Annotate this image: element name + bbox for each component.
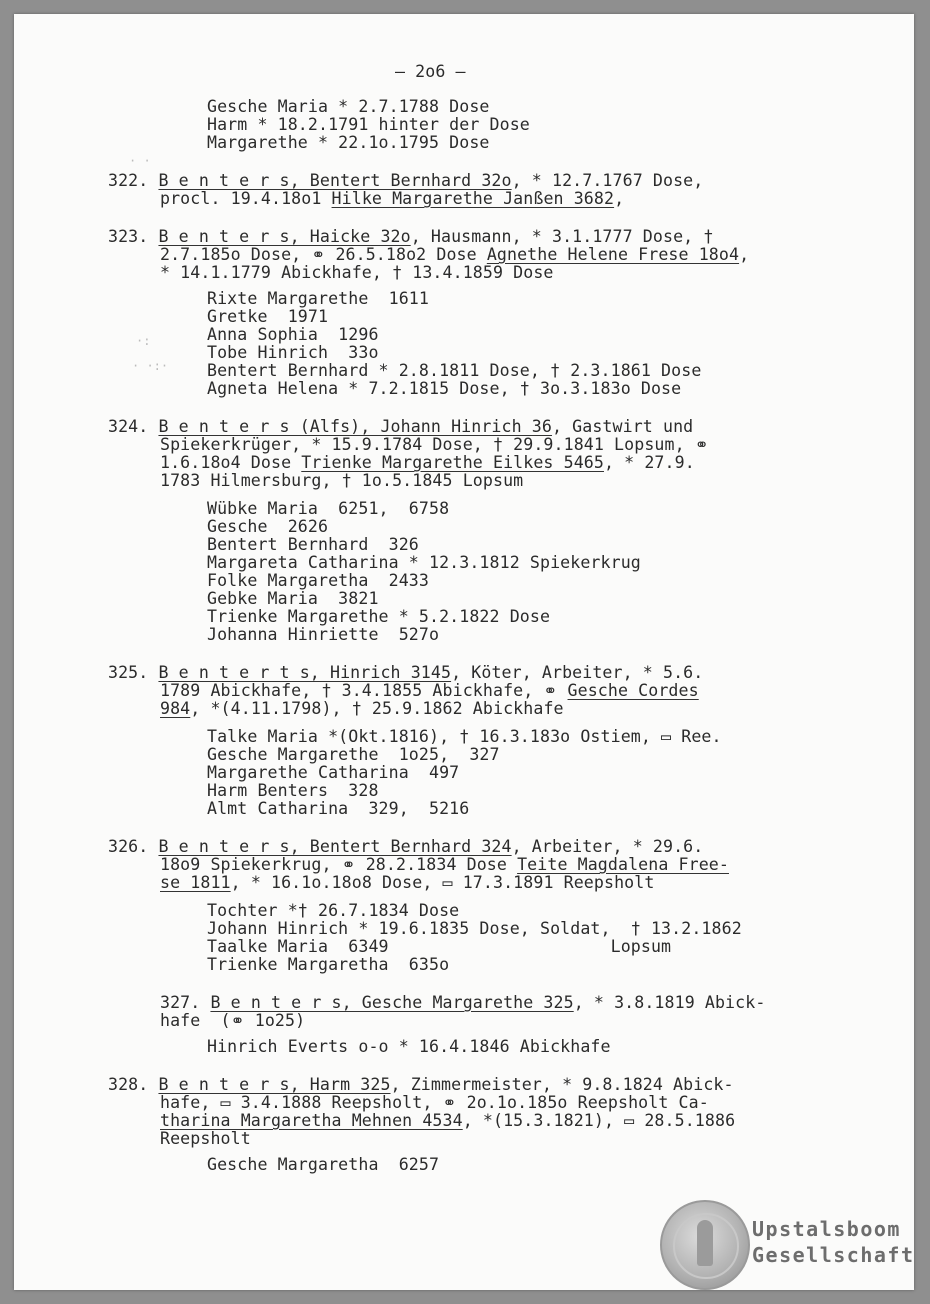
text-line (160, 1112, 735, 1130)
text-segment: 1783 Hilmersburg, † 1o.5.1845 Lopsum (160, 471, 524, 490)
text-segment: 323. (108, 227, 159, 246)
text-segment: Taalke Maria 6349 Lopsum (207, 937, 672, 956)
text-segment: , Hausmann, * 3.1.1777 Dose, † (410, 227, 714, 246)
text-line (207, 380, 681, 398)
text-line (207, 536, 419, 554)
text-line (108, 172, 703, 190)
text-segment: Agneta Helena * 7.2.1815 Dose, † 3o.3.183o Dose (207, 379, 682, 398)
text-line (160, 1094, 709, 1112)
text-line (207, 554, 641, 572)
text-line (160, 682, 699, 700)
text-line (207, 626, 439, 644)
margin-smudge: · · (129, 154, 151, 168)
text-segment: Wübke Maria 6251, 6758 (207, 499, 450, 518)
text-line (207, 590, 379, 608)
text-segment: Spiekerkrüger, * 15.9.1784 Dose, † 29.9.1841 Lopsum, ⚭ (160, 435, 709, 454)
text-line (207, 344, 379, 362)
text-line (207, 116, 530, 134)
underlined-name: Gesche Cordes (567, 681, 699, 700)
text-segment: Margarethe Catharina 497 (207, 763, 460, 782)
text-segment: Johann Hinrich * 19.6.1835 Dose, Soldat, † 13.2.1862 (207, 919, 742, 938)
text-segment: Margarethe * 22.1o.1795 Dose (207, 133, 490, 152)
text-line (207, 608, 550, 626)
text-line (160, 856, 729, 874)
text-segment: Almt Catharina 329, 5216 (207, 799, 470, 818)
society-seal-logo (660, 1200, 750, 1290)
text-line (207, 362, 701, 380)
text-line (160, 1130, 251, 1148)
text-line (207, 728, 722, 746)
text-line (207, 308, 328, 326)
text-line (160, 190, 624, 208)
underlined-name: B e n t e r s (Alfs), Johann Hinrich 36 (158, 417, 552, 436)
underlined-name: B e n t e r s, Harm 325 (158, 1075, 391, 1094)
text-segment: Tobe Hinrich 33o (207, 343, 379, 362)
text-segment: 324. (108, 417, 159, 436)
text-line (160, 874, 654, 892)
page-number: – 2o6 – (395, 62, 466, 81)
text-segment: , * 12.7.1767 Dose, (511, 171, 704, 190)
text-segment: , Gastwirt und (551, 417, 694, 436)
text-line (160, 1012, 305, 1030)
text-segment: , Arbeiter, * 29.6. (511, 837, 704, 856)
text-segment: 325. (108, 663, 159, 682)
text-segment: 326. (108, 837, 159, 856)
text-line (207, 1156, 439, 1174)
margin-smudge: ·: (136, 334, 151, 348)
text-segment: , Köter, Arbeiter, * 5.6. (451, 663, 704, 682)
text-segment: Margareta Catharina * 12.3.1812 Spiekerkrug (207, 553, 641, 572)
society-logo-text (752, 1216, 914, 1268)
underlined-name: tharina Margaretha Mehnen 4534 (160, 1111, 463, 1130)
text-line (108, 418, 693, 436)
underlined-name: B e n t e r s, Bentert Bernhard 32o (158, 171, 512, 190)
text-segment: Gesche Maria * 2.7.1788 Dose (207, 97, 490, 116)
text-segment: Gesche Margaretha 6257 (207, 1155, 440, 1174)
text-segment: 322. (108, 171, 159, 190)
text-segment: Rixte Margarethe 1611 (207, 289, 429, 308)
text-line (207, 746, 500, 764)
text-line (207, 782, 379, 800)
text-line (207, 764, 459, 782)
text-segment: , * 16.1o.18o8 Dose, ▭ 17.3.1891 Reepsholt (230, 873, 655, 892)
text-line (207, 500, 449, 518)
text-segment: , *(15.3.1821), ▭ 28.5.1886 (462, 1111, 736, 1130)
text-line (207, 134, 490, 152)
text-segment: Hinrich Everts o-o * 16.4.1846 Abickhafe (207, 1037, 611, 1056)
text-line (207, 98, 490, 116)
text-segment: Reepsholt (160, 1129, 251, 1148)
text-line (207, 326, 379, 344)
underlined-name: B e n t e r s, Haicke 32o (158, 227, 411, 246)
text-segment: , Zimmermeister, * 9.8.1824 Abick- (390, 1075, 734, 1094)
text-line (160, 264, 554, 282)
text-segment: , *(4.11.1798), † 25.9.1862 Abickhafe (190, 699, 564, 718)
text-line (207, 920, 742, 938)
text-segment: Gesche 2626 (207, 517, 329, 536)
text-segment: Gesche Margarethe 1o25, 327 (207, 745, 500, 764)
text-line (160, 700, 564, 718)
text-line (207, 800, 469, 818)
text-line (207, 572, 429, 590)
text-segment: , (614, 189, 625, 208)
text-line (108, 664, 703, 682)
underlined-name: se 1811 (160, 873, 231, 892)
text-segment: * 14.1.1779 Abickhafe, † 13.4.1859 Dose (160, 263, 554, 282)
text-line (108, 228, 713, 246)
underlined-name: B e n t e r t s, Hinrich 3145 (158, 663, 452, 682)
underlined-name: Hilke Margarethe Janßen 3682 (331, 189, 615, 208)
underlined-name: 984 (160, 699, 191, 718)
underlined-name: Trienke Margarethe Eilkes 5465 (301, 453, 604, 472)
text-segment: Harm * 18.2.1791 hinter der Dose (207, 115, 530, 134)
margin-smudge: · ·:· (132, 359, 169, 373)
text-segment: Folke Margaretha 2433 (207, 571, 429, 590)
text-segment: Talke Maria *(Okt.1816), † 16.3.183o Ostiem, ▭ Ree. (207, 727, 722, 746)
text-segment: 327. (160, 993, 211, 1012)
text-line (108, 838, 703, 856)
logo-line-1: Upstalsboom (752, 1217, 901, 1241)
text-segment: Johanna Hinriette 527o (207, 625, 440, 644)
text-segment: 1789 Abickhafe, † 3.4.1855 Abickhafe, ⚭ (160, 681, 568, 700)
text-line (207, 938, 671, 956)
logo-line-2: Gesellschaft (752, 1243, 914, 1267)
text-segment: hafe (⚭ 1o25) (160, 1011, 306, 1030)
text-segment: 1.6.18o4 Dose (160, 453, 302, 472)
text-segment: procl. 19.4.18o1 (160, 189, 332, 208)
text-segment: Bentert Bernhard * 2.8.1811 Dose, † 2.3.1861 Dose (207, 361, 702, 380)
text-segment: hafe, ▭ 3.4.1888 Reepsholt, ⚭ 2o.1o.185o Reepsholt Ca- (160, 1093, 709, 1112)
text-segment: , * 27.9. (603, 453, 695, 472)
text-line (160, 454, 695, 472)
text-segment: , (739, 245, 750, 264)
text-line (160, 994, 765, 1012)
text-line (207, 1038, 611, 1056)
text-segment: Gretke 1971 (207, 307, 329, 326)
text-segment: Gebke Maria 3821 (207, 589, 379, 608)
text-segment: Tochter *† 26.7.1834 Dose (207, 901, 460, 920)
text-line (160, 436, 709, 454)
text-segment: Bentert Bernhard 326 (207, 535, 419, 554)
underlined-name: Agnethe Helene Frese 18o4 (486, 245, 740, 264)
text-segment: Anna Sophia 1296 (207, 325, 379, 344)
text-segment: 18o9 Spiekerkrug, ⚭ 28.2.1834 Dose (160, 855, 518, 874)
text-line (160, 246, 749, 264)
text-line (207, 290, 429, 308)
underlined-name: Teite Magdalena Free- (517, 855, 729, 874)
text-line (108, 1076, 734, 1094)
text-line (207, 902, 459, 920)
text-segment: 328. (108, 1075, 159, 1094)
text-segment: 2.7.185o Dose, ⚭ 26.5.18o2 Dose (160, 245, 487, 264)
text-segment: Harm Benters 328 (207, 781, 379, 800)
text-line (207, 518, 328, 536)
text-line (160, 472, 523, 490)
text-segment: Trienke Margarethe * 5.2.1822 Dose (207, 607, 551, 626)
underlined-name: B e n t e r s, Bentert Bernhard 324 (158, 837, 512, 856)
text-line (207, 956, 449, 974)
text-segment: , * 3.8.1819 Abick- (573, 993, 766, 1012)
text-segment: Trienke Margaretha 635o (207, 955, 450, 974)
document-page (14, 14, 914, 1290)
underlined-name: B e n t e r s, Gesche Margarethe 325 (210, 993, 574, 1012)
